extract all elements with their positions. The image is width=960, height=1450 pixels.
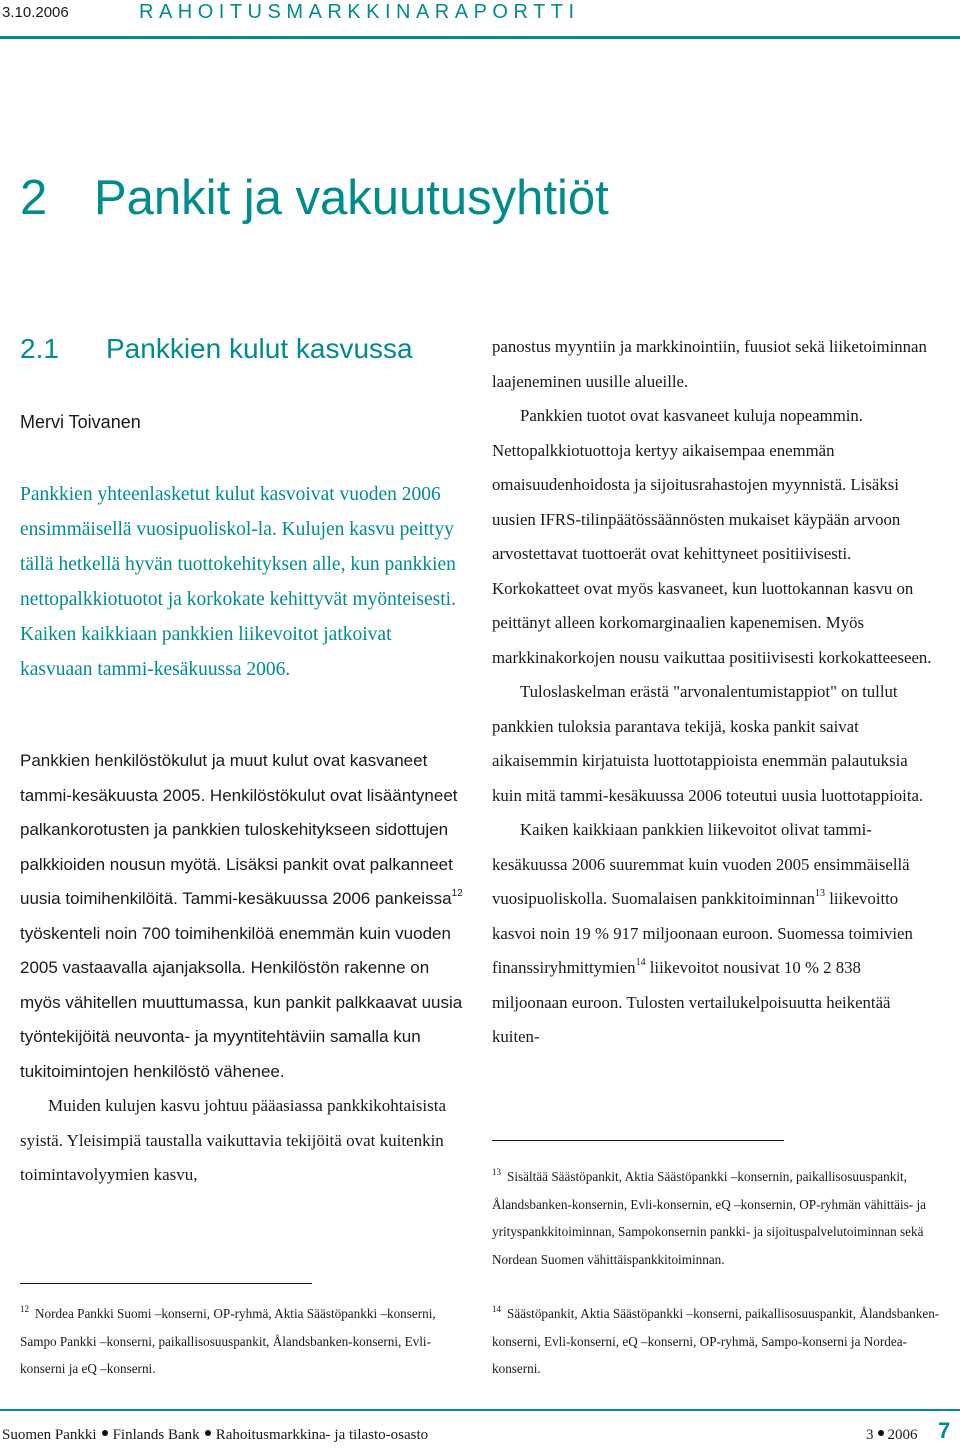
section-number: 2.1 — [20, 333, 59, 364]
bullet-icon — [102, 1430, 108, 1436]
footnote-ref-14: 14 — [635, 957, 646, 968]
chapter-number: 2 — [20, 171, 48, 225]
lead-paragraph: Pankkien yhteenlasketut kulut kasvoivat vuoden 2006 ensimmäisellä vuosipuoliskol-la. Kulujen kasvu peittyy tällä hetkellä hyvän tuottokehityksen alle, kun pankkien nettopalkkiotuotot ja korkokate kehittyvät myönteisesti. Kaiken kaikkiaan pankkien liikevoitot jatkoivat kasvuaan tammi-kesäkuussa 2006. — [20, 484, 456, 680]
header-title: RAHOITUSMARKKINARAPORTTI — [139, 1, 580, 23]
author-name: Mervi Toivanen — [20, 412, 141, 432]
footer-publisher: Suomen Pankki Finlands Bank Rahoitusmarkkina- ja tilasto-osasto — [2, 1427, 429, 1443]
section-heading — [20, 333, 413, 365]
footer-rule — [0, 1409, 960, 1411]
page-number: 7 — [938, 1418, 951, 1443]
left-column-body — [20, 744, 465, 1193]
footnote-14: $^{14}$ Säästöpankit, Aktia Säästöpankki –konserni, paikallisosuuspankit, Ålandsbanken-konserni, Evli-konserni, eQ –konserni, OP-ryhmä, Sampo-konserni ja Nordea-konserni. — [492, 1304, 940, 1376]
section-title: Pankkien kulut kasvussa — [106, 333, 413, 364]
right-paragraph-1: panostus myyntiin ja markkinointiin, fuusiot sekä liiketoiminnan laajeneminen uusille alueille. — [492, 337, 927, 391]
header-rule — [0, 36, 960, 39]
footnote-divider-left — [20, 1283, 312, 1284]
left-paragraph-2: Muiden kulujen kasvu johtuu pääasiassa pankkikohtaisista syistä. Yleisimpiä taustalla vaikuttavia tekijöitä ovat kuitenkin toimintavolyymien kasvu, — [20, 1096, 447, 1184]
footnote-ref-12: 12 — [451, 888, 463, 899]
footnote-12: $^{12}$ Nordea Pankki Suomi –konserni, OP-ryhmä, Aktia Säästöpankki –konserni, Sampo Pankki –konserni, paikallisosuuspankit, Ålandsbanken-konserni, Evli-konserni ja eQ –konserni. — [20, 1304, 436, 1376]
chapter-title: Pankit ja vakuutusyhtiöt — [94, 171, 609, 225]
header-date: 3.10.2006 — [2, 4, 69, 21]
right-paragraph-3: Tuloslaskelman erästä "arvonalentumistappiot" on tullut pankkien tuloksia parantava tekijä, koska pankit saivat aikaisemmin kirjatuista luottotappioista enemmän palautuksia kuin mitä tammi-kesäkuussa 2006 toteutui uusia luottotappioita. — [492, 682, 924, 805]
right-paragraph-4: Kaiken kaikkiaan pankkien liikevoitot olivat tammi-kesäkuussa 2006 suuremmat kuin vuoden 2005 ensimmäisellä vuosipuoliskolla. Suomalaisen pankkitoiminnan$^{13}$ liikevoitto kasvoi noin 19 % 917 miljoonaan euroon. Suomessa toimivien finanssiryhmittymien$^{14}$ liikevoitot nousivat 10 % 2 838 miljoonaan euroon. Tulosten vertailukelpoisuutta heikentää kuiten- — [492, 820, 913, 1046]
footer-issue: 3 2006 — [866, 1427, 918, 1443]
footnote-13: $^{13}$ Sisältää Säästöpankit, Aktia Säästöpankki –konsernin, paikallisosuuspankit, Ålandsbanken-konsernin, Evli-konsernin, eQ –konsernin, OP-ryhmän vähittäis- ja yrityspankkitoiminnan, Sampokonsernin pankki- ja sijoituspalvelutoiminnan sekä Nordean Suomen vähittäispankkitoiminnan. — [492, 1167, 926, 1267]
bullet-icon — [205, 1430, 211, 1436]
right-column-body — [492, 330, 940, 1055]
chapter-heading — [20, 170, 609, 226]
bullet-icon — [878, 1430, 884, 1436]
footnote-ref-13: 13 — [815, 888, 826, 899]
right-paragraph-2: Pankkien tuotot ovat kasvaneet kuluja nopeammin. Nettopalkkiotuottoja kertyy aikaisempaa enemmän omaisuudenhoidosta ja sijoitusrahastojen myynnistä. Lisäksi uusien IFRS-tilinpäätössäännösten mukaiset käypään arvoon arvostettavat tuottoerät ovat kehittyneet positiivisesti. Korkokatteet ovat myös kasvaneet, kun luottokannan kasvu on peittänyt alleen korkomarginaalien kapenemisen. Myös markkinakorkojen nousu vaikuttaa positiivisesti korkokatteeseen. — [492, 406, 932, 667]
footnote-divider-right — [492, 1140, 784, 1141]
left-paragraph-1: Pankkien henkilöstökulut ja muut kulut ovat kasvaneet tammi-kesäkuusta 2005. Henkilöstökulut ovat lisääntyneet palkankorotusten ja pankkien tuloskehitykseen sidottujen palkkioiden nousun myötä. Lisäksi pankit ovat palkanneet uusia toimihenkilöitä. Tammi-kesäkuussa 2006 pankeissa$^{12}$ työskenteli noin 700 toimihenkilöä enemmän kuin vuoden 2005 vastaavalla ajanjaksolla. Henkilöstön rakenne on myös vähitellen muuttumassa, kun pankit palkkaavat uusia työntekijöitä neuvonta- ja myyntitehtäviin samalla kun tukitoimintojen henkilöstö vähenee. — [20, 751, 463, 1081]
